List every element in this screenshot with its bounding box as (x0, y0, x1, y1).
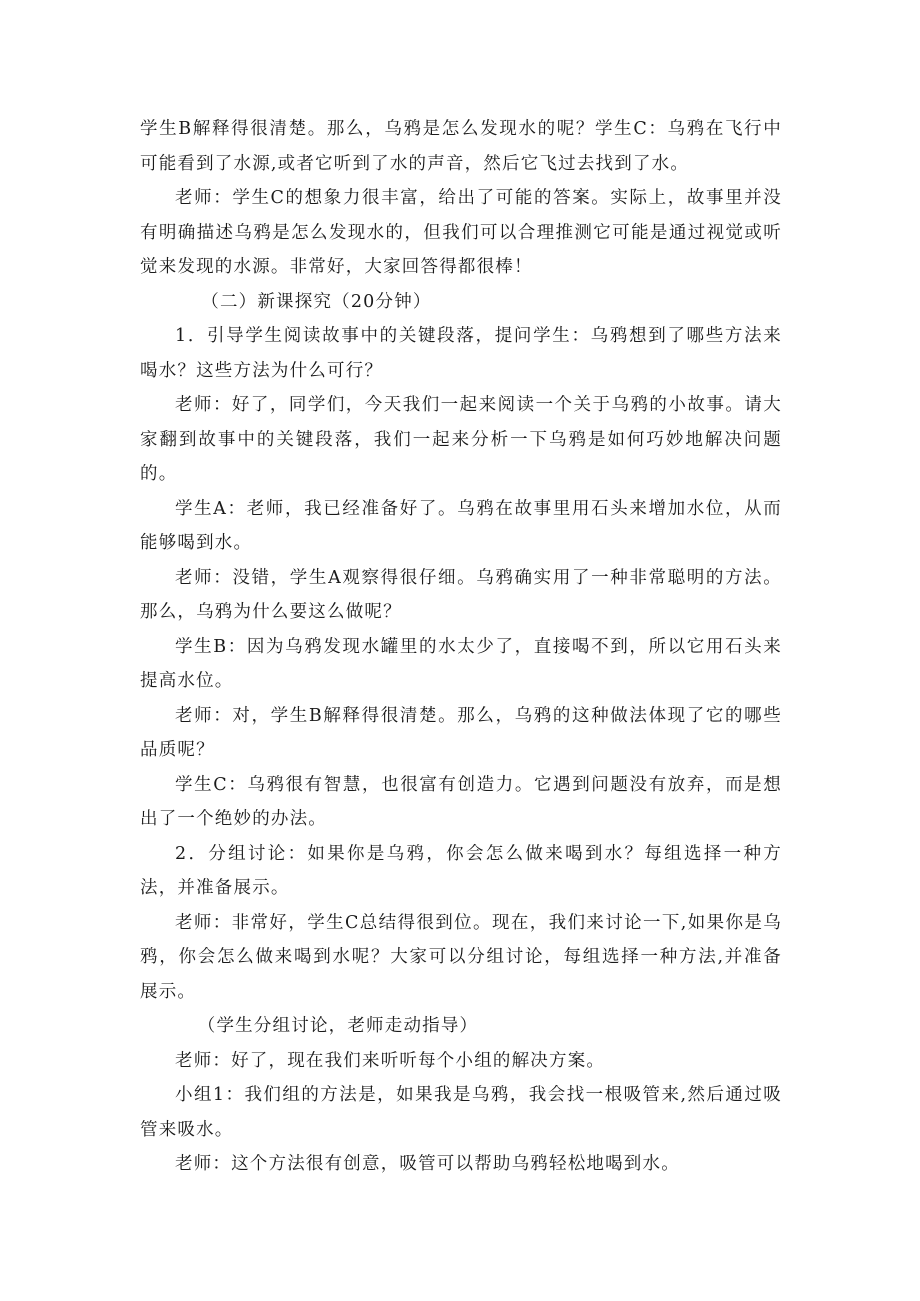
paragraph-teacher-praise: 老师：学生C的想象力很丰富，给出了可能的答案。实际上，故事里并没有明确描述乌鸦是怎么发现水的，但我们可以合理推测它可能是通过视觉或听觉来发现的水源。非常好，大家回答得都很棒！ (140, 188, 782, 277)
paragraph-teacher-discussion: 老师：非常好，学生C总结得很到位。现在，我们来讨论一下,如果你是乌鸦，你会怎么做来喝到水呢？大家可以分组讨论，每组选择一种方法,并准备展示。 (140, 912, 782, 1002)
document-body (140, 112, 782, 1182)
paragraph-teacher-qualities: 老师：对，学生B解释得很清楚。那么，乌鸦的这种做法体现了它的哪些品质呢？ (140, 705, 782, 760)
paragraph-stage-direction: （学生分组讨论，老师走动指导） (197, 1016, 479, 1036)
paragraph-student-c: 学生C：乌鸦很有智慧，也很富有创造力。它遇到问题没有放弃，而是想出了一个绝妙的办法。 (140, 774, 782, 829)
paragraph-student-b: 学生B：因为乌鸦发现水罐里的水太少了，直接喝不到，所以它用石头来提高水位。 (140, 636, 782, 691)
paragraph-step-1: 1．引导学生阅读故事中的关键段落，提问学生：乌鸦想到了哪些方法来喝水？这些方法为什么可行？ (140, 326, 782, 381)
paragraph-group-1: 小组1：我们组的方法是，如果我是乌鸦，我会找一根吸管来,然后通过吸管来吸水。 (140, 1085, 782, 1140)
paragraph-teacher-intro: 老师：好了，同学们，今天我们一起来阅读一个关于乌鸦的小故事。请大家翻到故事中的关键段落，我们一起来分析一下乌鸦是如何巧妙地解决问题的。 (140, 395, 782, 484)
paragraph-teacher-feedback: 老师：这个方法很有创意，吸管可以帮助乌鸦轻松地喝到水。 (175, 1154, 680, 1174)
section-heading-new-lesson: （二）新课探究（20分钟） (201, 291, 432, 312)
paragraph-teacher-question: 老师：没错，学生A观察得很仔细。乌鸦确实用了一种非常聪明的方法。那么，乌鸦为什么要这么做呢？ (140, 567, 782, 622)
paragraph-student-b-c-answer: 学生B解释得很清楚。那么，乌鸦是怎么发现水的呢？学生C：乌鸦在飞行中可能看到了水源,或者它听到了水的声音，然后它飞过去找到了水。 (140, 119, 782, 174)
paragraph-step-2: 2．分组讨论：如果你是乌鸦，你会怎么做来喝到水？每组选择一种方法，并准备展示。 (140, 843, 782, 898)
paragraph-teacher-groups: 老师：好了，现在我们来听听每个小组的解决方案。 (175, 1050, 606, 1071)
paragraph-student-a: 学生A：老师，我已经准备好了。乌鸦在故事里用石头来增加水位，从而能够喝到水。 (140, 498, 782, 553)
